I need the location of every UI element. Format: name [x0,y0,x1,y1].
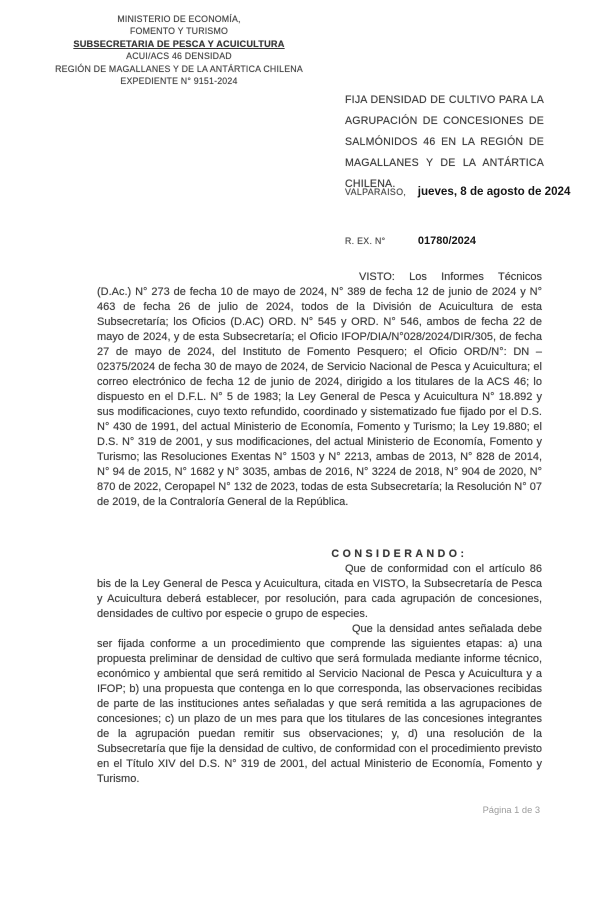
place-date-line [345,182,580,200]
region-line: REGIÓN DE MAGALLANES Y DE LA ANTÁRTICA CHILENA [55,63,303,74]
file-reference: ACUI/ACS 46 DENSIDAD [126,51,232,62]
ministry-line-1: MINISTERIO DE ECONOMÍA, [117,14,241,24]
ministry-line-2: FOMENTO Y TURISMO [129,26,229,37]
subsecretaria-name: SUBSECRETARIA DE PESCA Y ACUICULTURA [73,38,285,49]
page-number: Página 1 de 3 [482,805,540,815]
place-label: VALPARAISO, [345,187,407,197]
resolution-date: jueves, 8 de agosto de 2024 [417,185,571,198]
considerando-heading: CONSIDERANDO: [331,548,468,560]
letterhead [18,13,340,87]
resolution-number-line [345,231,476,249]
resolution-label: R. EX. N° [345,236,386,246]
resolution-body [97,270,542,787]
visto-paragraph: VISTO: Los Informes Técnicos (D.Ac.) N° 273 de fecha 10 de mayo de 2024, N° 389 de fecha 12 de junio de 2024 y N° 463 de fecha 26 de julio de 2024, todos de la División de Acuicultura de esta Subsecretaría; los Oficios (D.AC) ORD. N° 545 y ORD. N° 546, ambos de fecha 22 de mayo de 2024, y de esta Subsecretaría; el Oficio IFOP/DIA/N°028/2024/DIR/305, de fecha 27 de mayo de 2024, del Instituto de Fomento Pesquero; el Oficio ORD/N°: DN – 02375/2024 de fecha 30 de mayo de 2024, de Servicio Nacional de Pesca y Acuicultura; el correo electrónico de fecha 12 de junio de 2024, dirigido a los titulares de la ACS 46; lo dispuesto en el D.F.L. N° 5 de 1983; la Ley General de Pesca y Acuicultura N° 18.892 y sus modificaciones, cuyo texto refundido, coordinado y sistematizado fue fijado por el D.S. N° 430 de 1991, del actual Ministerio de Economía, Fomento y Turismo; la Ley 19.880; el D.S. N° 319 de 2001, y sus modificaciones, del actual Ministerio de Economía, Fomento y Turismo; las Resoluciones Exentas N° 1503 y N° 2213, ambas de 2013, N° 828 de 2014, N° 94 de 2015, N° 1682 y N° 3035, ambas de 2016, N° 3224 de 2018, N° 904 de 2020, N° 870 de 2022, Ceropapel N° 132 de 2023, todas de esta Subsecretaría; la Resolución N° 07 de 2019, de la Contraloría General de la República. [97,271,542,508]
subject-block: FIJA DENSIDAD DE CULTIVO PARA LA AGRUPACIÓN DE CONCESIONES DE SALMÓNIDOS 46 EN LA REGIÓN DE MAGALLANES Y DE LA ANTÁRTICA CHILENA. [345,94,544,190]
considerando-paragraph-2: Que la densidad antes señalada debe ser fijada conforme a un procedimiento que comprende las siguientes etapas: a) una propuesta preliminar de densidad de cultivo que será formulada mediante informe técnico, económico y ambiental que será remitido al Servicio Nacional de Pesca y Acuicultura y a IFOP; b) una propuesta que contenga en lo que corresponda, las observaciones recibidas de parte de las instituciones antes señaladas y que será remitida a las agrupaciones de concesiones; c) un plazo de un mes para que los titulares de las concesiones integrantes de la agrupación puedan remitir sus observaciones; y, d) una resolución de la Subsecretaría que fije la densidad de cultivo, de conformidad con el procedimiento previsto en el Título XIV del D.S. N° 319 de 2001, del actual Ministerio de Economía, Fomento y Turismo. [97,623,542,785]
considerando-paragraph-1: Que de conformidad con el artículo 86 bis de la Ley General de Pesca y Acuicultura, citada en VISTO, la Subsecretaría de Pesca y Acuicultura deberá establecer, por resolución, para cada agrupación de concesiones, densidades de cultivo por especie o grupo de especies. [97,563,542,620]
expediente-number: EXPEDIENTE N° 9151-2024 [120,76,238,87]
resolution-number: 01780/2024 [417,235,477,247]
